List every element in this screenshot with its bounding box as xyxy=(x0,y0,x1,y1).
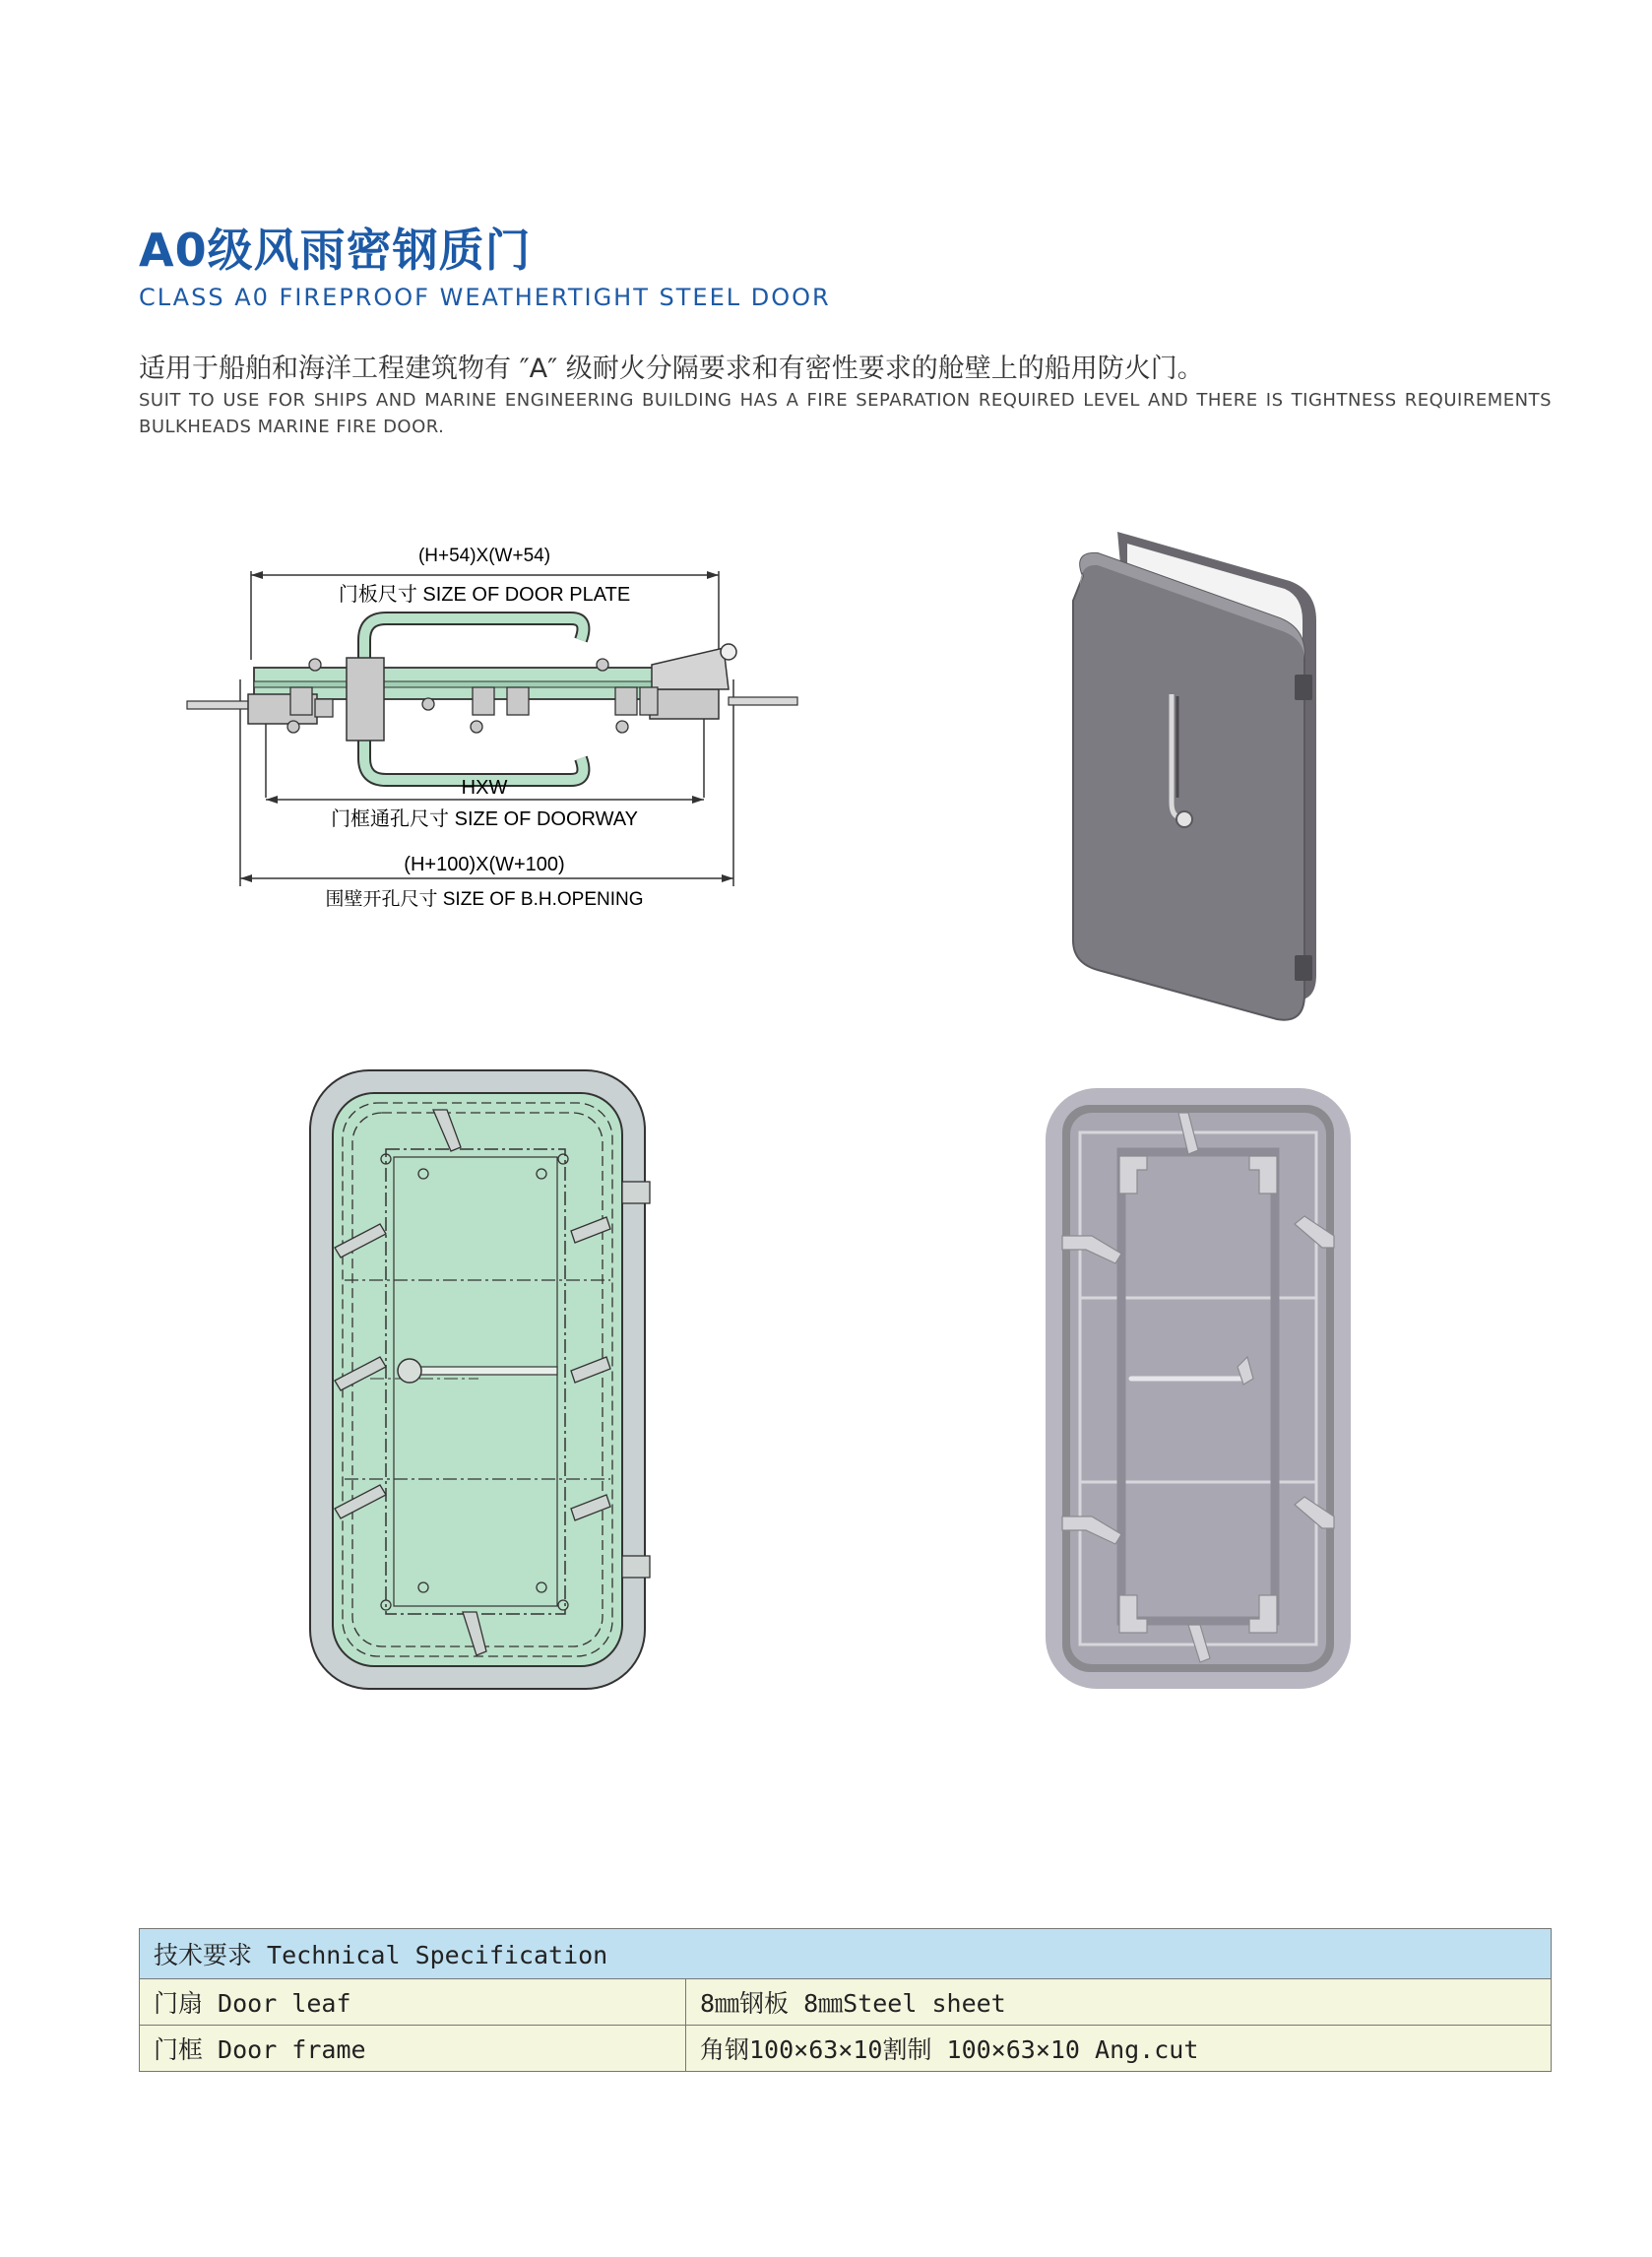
spec-item-door-frame: 门框 Door frame xyxy=(140,2026,686,2072)
dim-plate-formula: (H+54)X(W+54) xyxy=(417,546,551,566)
page-title-en: CLASS A0 FIREPROOF WEATHERTIGHT STEEL DOOR xyxy=(139,284,831,311)
dim-doorway-formula: HXW xyxy=(461,777,508,799)
spec-table xyxy=(139,1928,1552,2072)
spec-value-door-leaf: 8㎜钢板 8㎜Steel sheet xyxy=(686,1979,1552,2026)
spec-item-door-leaf: 门扇 Door leaf xyxy=(140,1979,686,2026)
page-title-cn: A0级风雨密钢质门 xyxy=(139,224,532,277)
dim-opening-label: 围壁开孔尺寸 SIZE OF B.H.OPENING xyxy=(325,889,644,910)
description-en: SUIT TO USE FOR SHIPS AND MARINE ENGINEERING BUILDING HAS A FIRE SEPARATION REQUIRED LEVEL AND THERE IS TIGHTNESS REQUIREMENTS BULKHEADS MARINE FIRE DOOR. xyxy=(139,390,1552,437)
dim-opening-formula: (H+100)X(W+100) xyxy=(404,854,565,875)
spec-value-door-frame: 角钢100×63×10割制 100×63×10 Ang.cut xyxy=(686,2026,1552,2072)
door-elevation-drawing xyxy=(305,1065,660,1696)
spec-table-header-row xyxy=(140,1929,1552,1979)
description-cn: 适用于船舶和海洋工程建筑物有 ″A″ 级耐火分隔要求和有密性要求的舱壁上的船用防火门。 xyxy=(139,354,1204,384)
door-rear-image xyxy=(1041,1083,1356,1694)
spec-table-row xyxy=(140,1979,1552,2026)
spec-table-header: 技术要求 Technical Specification xyxy=(140,1929,1552,1979)
dim-plate-label: 门板尺寸 SIZE OF DOOR PLATE xyxy=(338,584,631,606)
door-3d-image xyxy=(1058,522,1334,1029)
spec-table-row xyxy=(140,2026,1552,2072)
section-drawing xyxy=(177,532,807,926)
dim-doorway-label: 门框通孔尺寸 SIZE OF DOORWAY xyxy=(331,808,638,830)
